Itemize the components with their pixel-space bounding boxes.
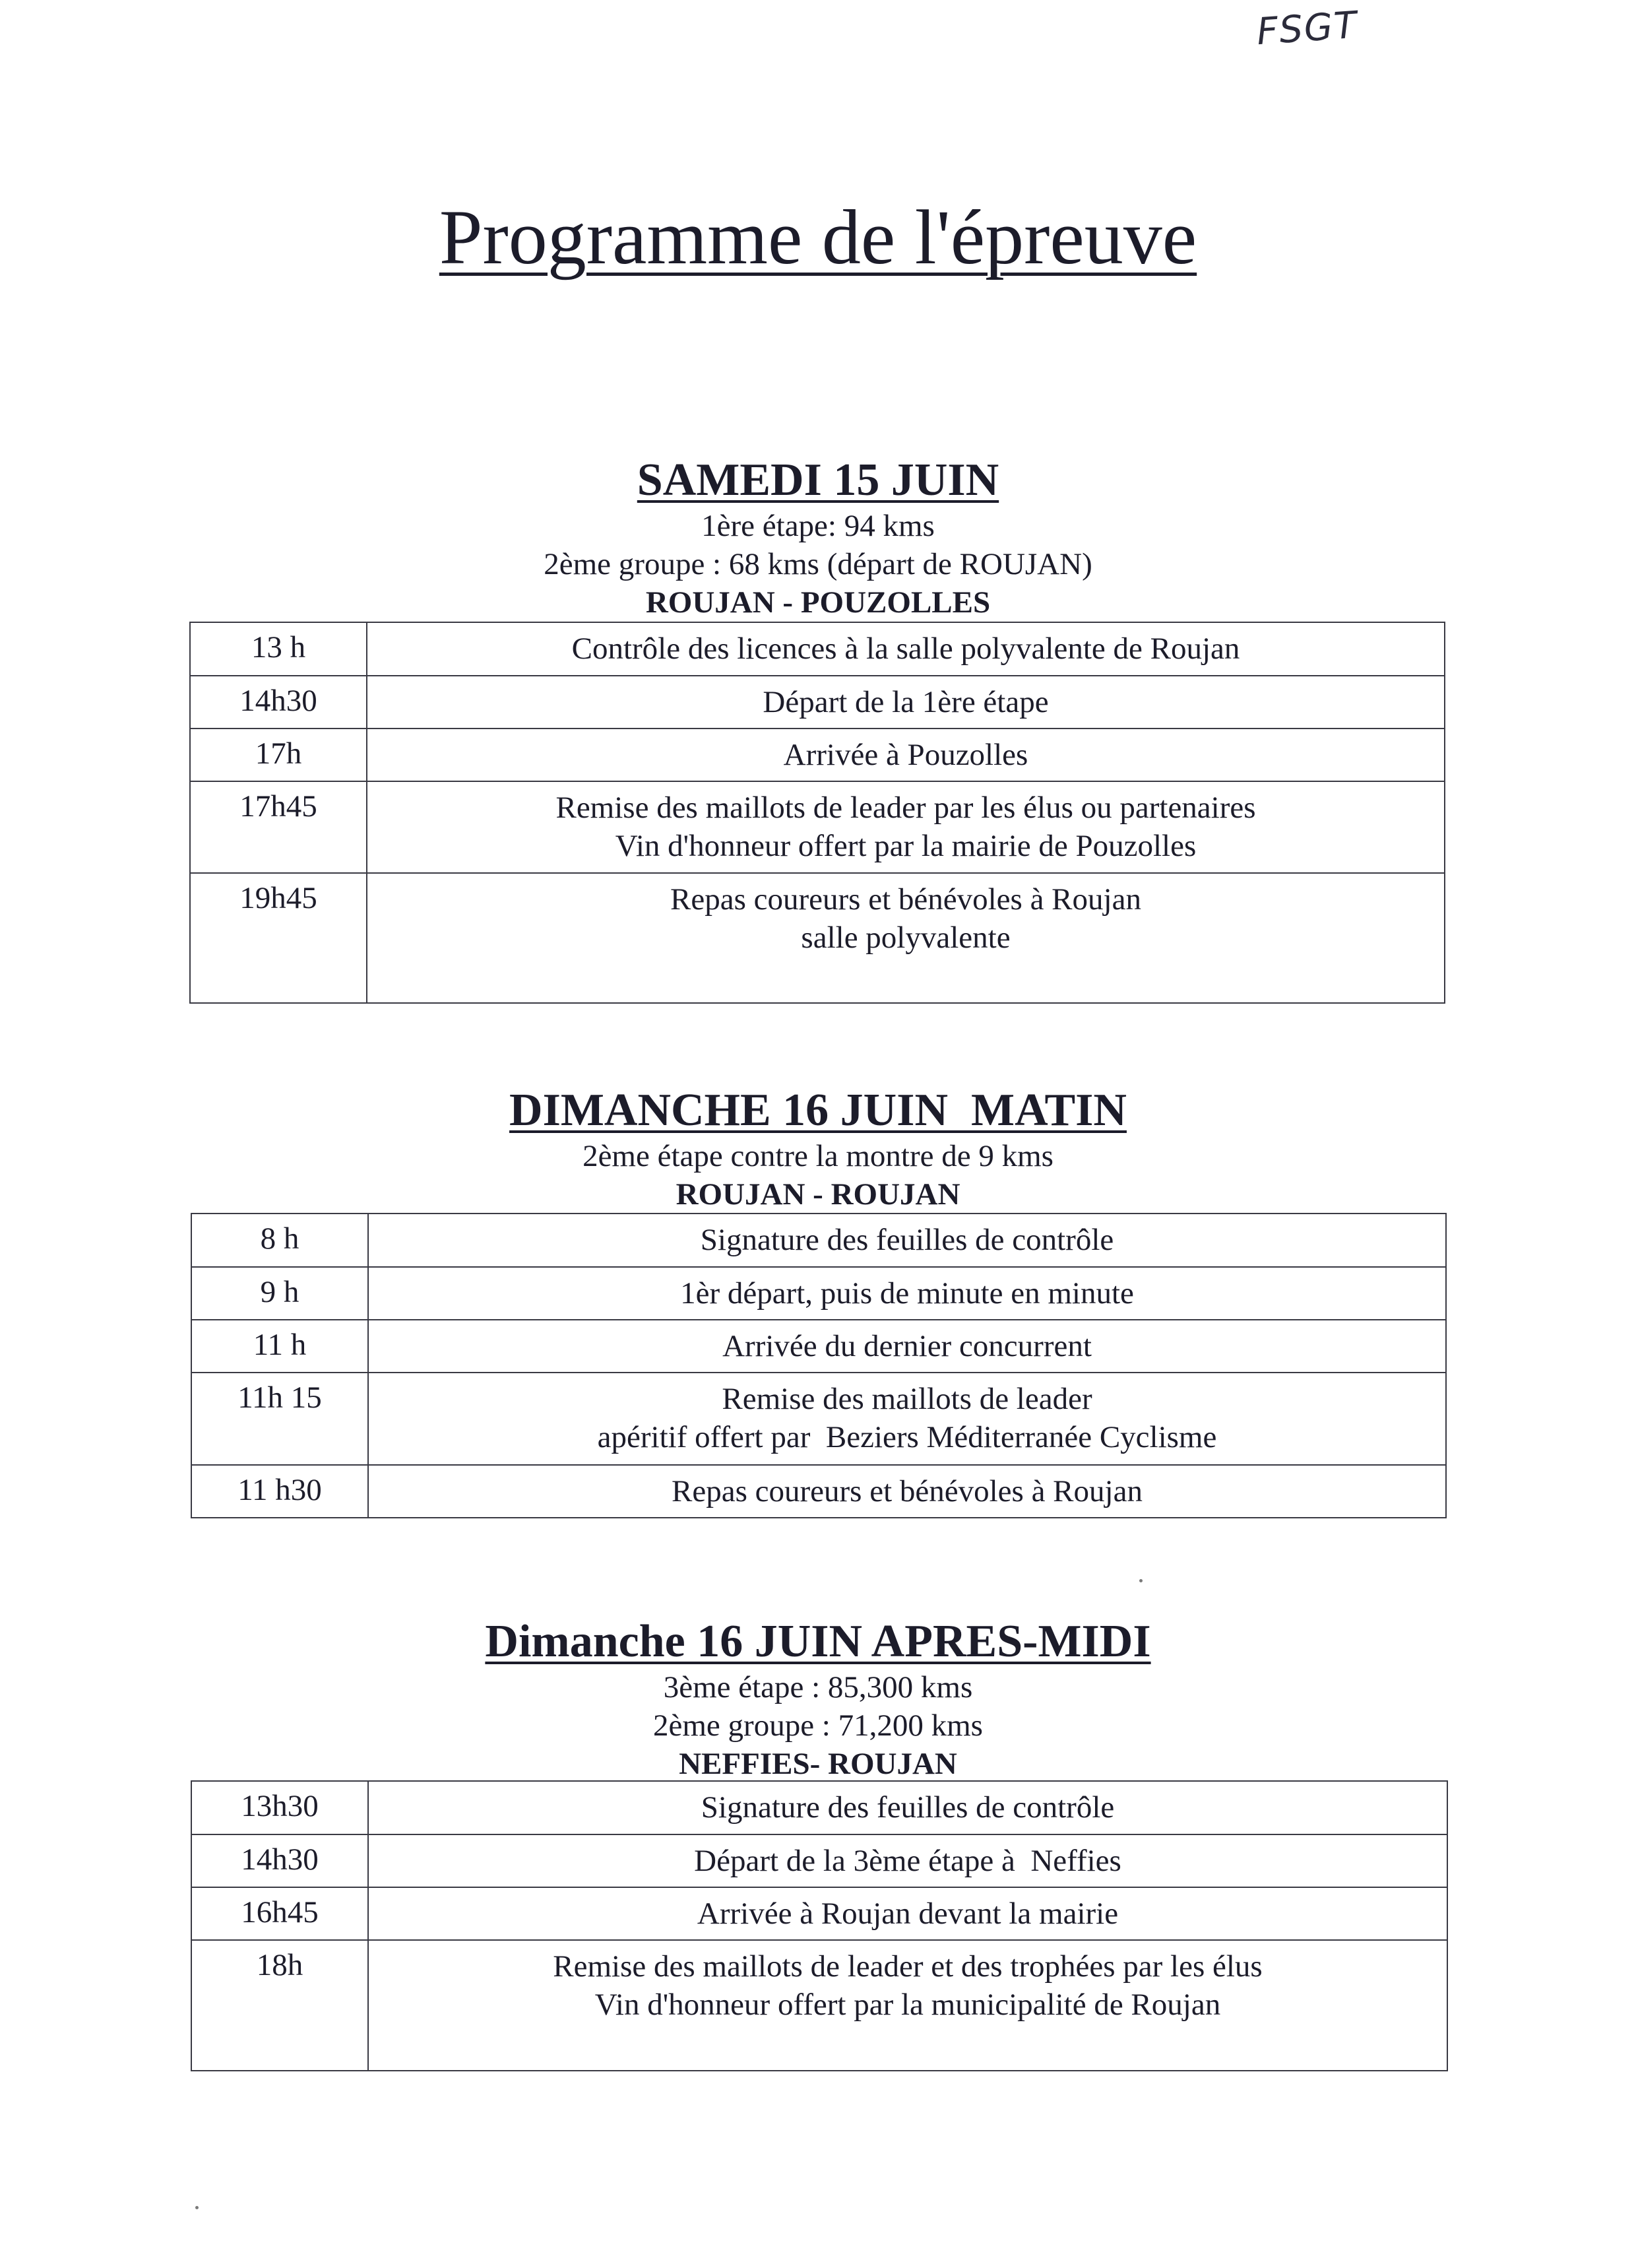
time-cell: 13 h	[190, 622, 367, 676]
table-row	[190, 781, 1445, 873]
desc-line: Vin d'honneur offert par la municipalité de Roujan	[594, 1988, 1221, 2022]
section-title: Dimanche 16 JUIN APRES-MIDI	[485, 1616, 1151, 1667]
table-row	[191, 1214, 1446, 1267]
table-row	[190, 676, 1445, 729]
time-cell: 17h45	[190, 781, 367, 873]
desc-cell	[368, 1320, 1446, 1373]
section-subline: 2ème étape contre la montre de 9 kms	[582, 1139, 1054, 1173]
table-row	[191, 1267, 1446, 1320]
desc-line: Départ de la 3ème étape à Neffies	[694, 1844, 1121, 1878]
scan-speck	[195, 2206, 199, 2209]
desc-cell	[368, 1373, 1446, 1465]
scan-speck	[1139, 1579, 1143, 1582]
time-cell: 19h45	[190, 873, 367, 1003]
desc-line: Signature des feuilles de contrôle	[701, 1790, 1115, 1825]
desc-line: Contrôle des licences à la salle polyvalente de Roujan	[571, 632, 1240, 666]
table-row	[190, 622, 1445, 676]
desc-cell	[367, 873, 1445, 1003]
desc-cell	[368, 1834, 1447, 1887]
table-row	[190, 873, 1445, 1003]
section-title: SAMEDI 15 JUIN	[637, 455, 999, 505]
time-cell: 11 h	[191, 1320, 368, 1373]
desc-line: 1èr départ, puis de minute en minute	[680, 1276, 1134, 1311]
desc-cell	[368, 1267, 1446, 1320]
time-cell: 16h45	[191, 1887, 368, 1940]
section-dimanche-apresmidi-header	[0, 1615, 1636, 1783]
desc-cell	[367, 781, 1445, 873]
desc-line: salle polyvalente	[801, 921, 1011, 955]
desc-cell	[368, 1781, 1447, 1834]
section-subline: 2ème groupe : 71,200 kms	[653, 1708, 983, 1743]
desc-line: Vin d'honneur offert par la mairie de Pouzolles	[615, 829, 1197, 863]
time-cell: 11h 15	[191, 1373, 368, 1465]
desc-cell	[367, 676, 1445, 729]
desc-line: Remise des maillots de leader	[722, 1382, 1092, 1416]
table-row	[191, 1940, 1447, 2071]
time-cell: 11 h30	[191, 1465, 368, 1518]
desc-line: Départ de la 1ère étape	[763, 685, 1049, 719]
desc-line: Repas coureurs et bénévoles à Roujan	[670, 882, 1141, 917]
table-row	[191, 1465, 1446, 1518]
desc-cell	[368, 1214, 1446, 1267]
table-row	[191, 1781, 1447, 1834]
schedule-table-samedi	[189, 622, 1445, 1004]
section-title: DIMANCHE 16 JUIN MATIN	[509, 1085, 1127, 1136]
table-row	[191, 1887, 1447, 1940]
time-cell: 18h	[191, 1940, 368, 2071]
desc-cell	[368, 1887, 1447, 1940]
table-row	[191, 1320, 1446, 1373]
desc-line: Arrivée à Roujan devant la mairie	[697, 1896, 1119, 1931]
section-route: ROUJAN - POUZOLLES	[645, 585, 991, 620]
desc-cell	[368, 1940, 1447, 2071]
schedule-table-dimanche-apresmidi	[191, 1780, 1448, 2071]
section-subline: 2ème groupe : 68 kms (départ de ROUJAN)	[544, 547, 1092, 581]
section-route: NEFFIES- ROUJAN	[679, 1747, 957, 1781]
desc-cell	[367, 622, 1445, 676]
desc-cell	[368, 1465, 1446, 1518]
desc-line: Remise des maillots de leader et des trophées par les élus	[553, 1949, 1263, 1984]
time-cell: 13h30	[191, 1781, 368, 1834]
time-cell: 17h	[190, 729, 367, 781]
schedule-table-dimanche-matin	[191, 1213, 1447, 1518]
section-samedi-header	[0, 454, 1636, 622]
page-title: Programme de l'épreuve	[439, 194, 1197, 280]
time-cell: 8 h	[191, 1214, 368, 1267]
desc-line: Signature des feuilles de contrôle	[700, 1223, 1114, 1257]
handwritten-note: FSGT	[1255, 3, 1360, 54]
time-cell: 9 h	[191, 1267, 368, 1320]
section-route: ROUJAN - ROUJAN	[676, 1177, 960, 1212]
table-row	[191, 1373, 1446, 1465]
desc-line: apéritif offert par Beziers Méditerranée Cyclisme	[597, 1420, 1217, 1454]
desc-line: Arrivée à Pouzolles	[783, 738, 1028, 772]
desc-line: Repas coureurs et bénévoles à Roujan	[672, 1474, 1143, 1508]
section-subline: 1ère étape: 94 kms	[701, 509, 935, 543]
table-row	[190, 729, 1445, 781]
desc-line: Remise des maillots de leader par les élus ou partenaires	[555, 791, 1256, 825]
table-row	[191, 1834, 1447, 1887]
time-cell: 14h30	[191, 1834, 368, 1887]
desc-cell	[367, 729, 1445, 781]
time-cell: 14h30	[190, 676, 367, 729]
desc-line: Arrivée du dernier concurrent	[722, 1329, 1092, 1363]
section-dimanche-matin-header	[0, 1084, 1636, 1214]
section-subline: 3ème étape : 85,300 kms	[663, 1670, 973, 1704]
